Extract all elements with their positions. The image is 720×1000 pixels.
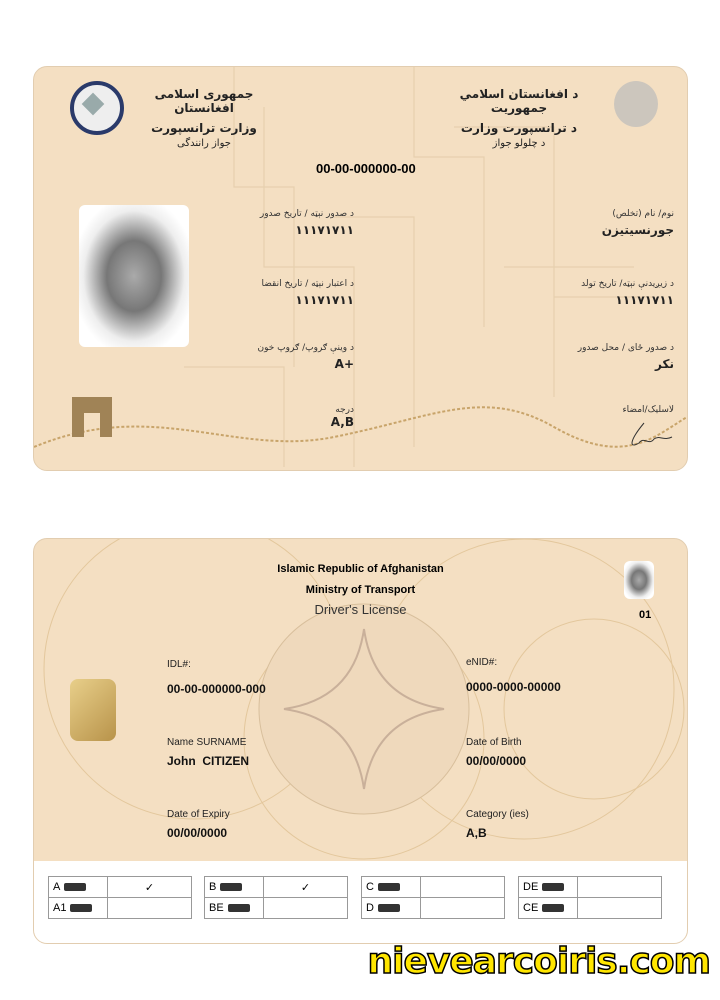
holder-photo	[79, 205, 189, 347]
expiry-date: ١١١٧١٧١١	[295, 293, 354, 307]
right-header-line3: د چلولو جواز	[492, 138, 546, 149]
dob: ١١١٧١٧١١	[615, 293, 674, 307]
category-check	[108, 898, 192, 919]
idl-number: 00-00-000000-000	[167, 682, 266, 696]
truck-trailer-icon	[542, 904, 564, 912]
name-label: نوم/ نام (تخلص)	[612, 209, 674, 219]
dob: 00/00/0000	[466, 754, 527, 768]
chip-icon	[70, 679, 116, 741]
signature	[624, 421, 674, 451]
motorcycle-icon	[64, 883, 86, 891]
copy-number: 01	[639, 609, 652, 621]
bus-trailer-icon	[542, 883, 564, 891]
enid-label: eNID#:	[466, 657, 498, 668]
left-header-line2: وزارت ترانسپورت	[151, 121, 257, 135]
category-table-a	[48, 876, 192, 919]
watermark: nievearcoiris.com	[367, 941, 710, 982]
category-check: ✓	[264, 877, 348, 898]
license-number: 00-00-000000-00	[316, 161, 416, 176]
category-check: ✓	[108, 877, 192, 898]
enid-number: 0000-0000-00000	[466, 680, 561, 694]
category-table-b	[204, 876, 348, 919]
bus-icon	[378, 904, 400, 912]
category-code: A1	[49, 898, 108, 919]
right-header-line1: د افغانستان اسلامي جمهوريت	[459, 87, 579, 115]
holder-name: جورنسیتیزن	[601, 223, 674, 237]
grade-label: درجه	[335, 405, 354, 415]
car-trailer-icon	[228, 904, 250, 912]
category-check	[578, 877, 662, 898]
expiry-label: د اعتبار نېټه / تاریخ انقضا	[261, 279, 354, 289]
category-table-d	[518, 876, 662, 919]
blood-group-label: د وینې ګروپ/ ګروپ خون	[257, 343, 354, 353]
blood-group: A+	[334, 357, 354, 371]
holder-name: John CITIZEN	[167, 754, 249, 768]
category-code: D	[362, 898, 421, 919]
name-label: Name SURNAME	[167, 737, 247, 748]
category-check	[421, 898, 505, 919]
grade: A,B	[330, 415, 354, 429]
national-emblem	[614, 81, 658, 127]
back-title-country: Islamic Republic of Afghanistan	[277, 563, 444, 575]
category-code: B	[205, 877, 264, 898]
back-title-doc: Driver's License	[314, 602, 407, 617]
category-code: DE	[519, 877, 578, 898]
right-header-line2: د ترانسپورت وزارت	[460, 121, 578, 135]
category-code: A	[49, 877, 108, 898]
left-header-line3: جواز رانندگی	[177, 138, 231, 149]
category-code: BE	[205, 898, 264, 919]
motorcycle-icon	[70, 904, 92, 912]
expiry-label: Date of Expiry	[167, 809, 230, 820]
category-check	[421, 877, 505, 898]
left-header-line1: جمهوری اسلامی افغانستان	[154, 87, 254, 115]
category-check	[264, 898, 348, 919]
signature-label: لاسلیک/امضاء	[622, 405, 674, 415]
expiry-date: 00/00/0000	[167, 826, 228, 840]
category-label: Category (ies)	[466, 809, 529, 820]
category-code: CE	[519, 898, 578, 919]
place-label: د صدور ځای / محل صدور	[577, 343, 674, 353]
idl-label: IDL#:	[167, 659, 191, 670]
issue-date-label: د صدور نېټه / تاریخ صدور	[259, 209, 354, 219]
category-check	[578, 898, 662, 919]
ministry-logo	[70, 81, 124, 135]
category: A,B	[466, 826, 487, 840]
car-icon	[220, 883, 242, 891]
truck-icon	[378, 883, 400, 891]
issue-date: ١١١٧١٧١١	[295, 223, 354, 237]
ghost-photo	[624, 561, 654, 599]
license-front	[33, 66, 688, 471]
license-back	[33, 538, 688, 944]
dob-label: Date of Birth	[466, 737, 522, 748]
dob-label: د زیږیدنې نېټه/ تاریخ تولد	[581, 279, 674, 289]
category-code: C	[362, 877, 421, 898]
back-title-ministry: Ministry of Transport	[305, 584, 416, 596]
place-of-issue: نکر	[655, 357, 674, 371]
category-table-c	[361, 876, 505, 919]
category-table-strip	[34, 861, 687, 943]
